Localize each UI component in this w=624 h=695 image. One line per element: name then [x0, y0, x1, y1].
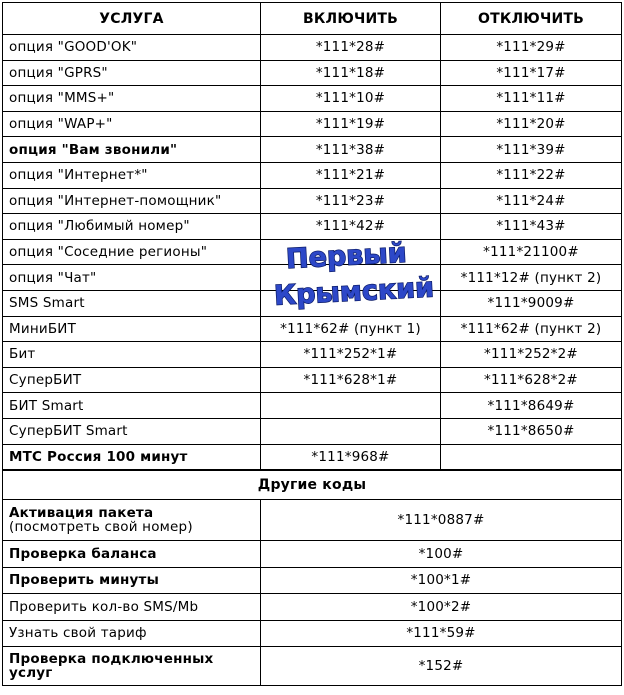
enable-code	[261, 265, 441, 291]
service-name: СуперБИТ	[3, 367, 261, 393]
service-row	[3, 214, 622, 240]
service-row	[3, 367, 622, 393]
other-code-label-main: Проверка подключенных	[9, 651, 214, 668]
other-code-label-main: Проверить кол-во SMS/Mb	[9, 598, 199, 615]
enable-code: *111*62# (пункт 1)	[261, 316, 441, 342]
other-codes-title-row	[3, 471, 622, 500]
disable-code: *111*8650#	[441, 418, 622, 444]
other-code-row	[3, 541, 622, 568]
other-code-value: *111*0887#	[261, 500, 622, 541]
service-row	[3, 316, 622, 342]
service-name: опция "Вам звонили"	[3, 137, 261, 163]
other-code-row	[3, 620, 622, 647]
disable-code: *111*21100#	[441, 239, 622, 265]
disable-code: *111*62# (пункт 2)	[441, 316, 622, 342]
enable-code: *111*19#	[261, 111, 441, 137]
enable-code: *111*968#	[261, 444, 441, 470]
disable-code: *111*8649#	[441, 393, 622, 419]
service-name: МТС Россия 100 минут	[3, 444, 261, 470]
other-code-label-main: Активация пакета	[9, 505, 154, 522]
disable-code: *111*22#	[441, 162, 622, 188]
service-name: опция "Соседние регионы"	[3, 239, 261, 265]
enable-code	[261, 290, 441, 316]
other-code-value: *100*2#	[261, 594, 622, 621]
disable-code: *111*43#	[441, 214, 622, 240]
other-code-label-main: Проверить минуты	[9, 572, 159, 589]
other-code-row	[3, 647, 622, 686]
service-row	[3, 290, 622, 316]
service-name: опция "Интернет*"	[3, 162, 261, 188]
disable-code	[441, 444, 622, 470]
service-row	[3, 86, 622, 112]
disable-code: *111*252*2#	[441, 342, 622, 368]
service-name: опция "Чат"	[3, 265, 261, 291]
service-row	[3, 111, 622, 137]
watermark-line2: Крымский	[273, 272, 435, 312]
disable-code: *111*20#	[441, 111, 622, 137]
disable-code: *111*17#	[441, 60, 622, 86]
service-name: опция "Интернет-помощник"	[3, 188, 261, 214]
other-code-label-main: Узнать свой тариф	[9, 625, 147, 642]
enable-code: *111*28#	[261, 35, 441, 61]
service-name: БИТ Smart	[3, 393, 261, 419]
enable-code: *111*18#	[261, 60, 441, 86]
enable-code: *111*10#	[261, 86, 441, 112]
enable-code: *111*38#	[261, 137, 441, 163]
other-codes-table	[2, 470, 622, 686]
disable-code: *111*9009#	[441, 290, 622, 316]
disable-code: *111*24#	[441, 188, 622, 214]
enable-code	[261, 393, 441, 419]
other-code-value: *111*59#	[261, 620, 622, 647]
service-name: опция "MMS+"	[3, 86, 261, 112]
service-row	[3, 60, 622, 86]
ussd-codes-sheet	[2, 2, 621, 686]
service-row	[3, 265, 622, 291]
other-code-label-sub: (посмотреть свой номер)	[9, 519, 193, 536]
disable-code: *111*11#	[441, 86, 622, 112]
service-name: МиниБИТ	[3, 316, 261, 342]
watermark-line1: Первый	[285, 237, 408, 276]
enable-code: *111*21#	[261, 162, 441, 188]
enable-code: *111*628*1#	[261, 367, 441, 393]
service-name: опция "GPRS"	[3, 60, 261, 86]
other-code-row	[3, 594, 622, 621]
other-code-value: *100*1#	[261, 567, 622, 594]
service-name: опция "WAP+"	[3, 111, 261, 137]
enable-code: *111*23#	[261, 188, 441, 214]
service-name: SMS Smart	[3, 290, 261, 316]
other-code-label	[3, 594, 261, 621]
disable-code: *111*12# (пункт 2)	[441, 265, 622, 291]
service-name: опция "GOOD'OK"	[3, 35, 261, 61]
header-enable: ВКЛЮЧИТЬ	[261, 3, 441, 35]
service-row	[3, 188, 622, 214]
other-code-label-sub: услуг	[9, 665, 53, 682]
other-codes-title: Другие коды	[3, 471, 622, 500]
service-name: Бит	[3, 342, 261, 368]
header-disable: ОТКЛЮЧИТЬ	[441, 3, 622, 35]
service-row	[3, 444, 622, 470]
services-header-row	[3, 3, 622, 35]
other-code-label	[3, 647, 261, 686]
service-name: СуперБИТ Smart	[3, 418, 261, 444]
service-row	[3, 393, 622, 419]
enable-code: *111*42#	[261, 214, 441, 240]
other-code-label-main: Проверка баланса	[9, 545, 157, 562]
service-row	[3, 418, 622, 444]
disable-code: *111*29#	[441, 35, 622, 61]
other-code-label	[3, 567, 261, 594]
enable-code	[261, 239, 441, 265]
header-service: УСЛУГА	[3, 3, 261, 35]
other-code-value: *100#	[261, 541, 622, 568]
other-code-label	[3, 541, 261, 568]
enable-code	[261, 418, 441, 444]
other-code-row	[3, 567, 622, 594]
disable-code: *111*628*2#	[441, 367, 622, 393]
other-code-label	[3, 620, 261, 647]
other-code-label	[3, 500, 261, 541]
service-row	[3, 239, 622, 265]
other-code-value: *152#	[261, 647, 622, 686]
service-name: опция "Любимый номер"	[3, 214, 261, 240]
service-row	[3, 342, 622, 368]
other-code-row	[3, 500, 622, 541]
enable-code: *111*252*1#	[261, 342, 441, 368]
service-row	[3, 137, 622, 163]
services-table	[2, 2, 622, 470]
disable-code: *111*39#	[441, 137, 622, 163]
service-row	[3, 162, 622, 188]
service-row	[3, 35, 622, 61]
